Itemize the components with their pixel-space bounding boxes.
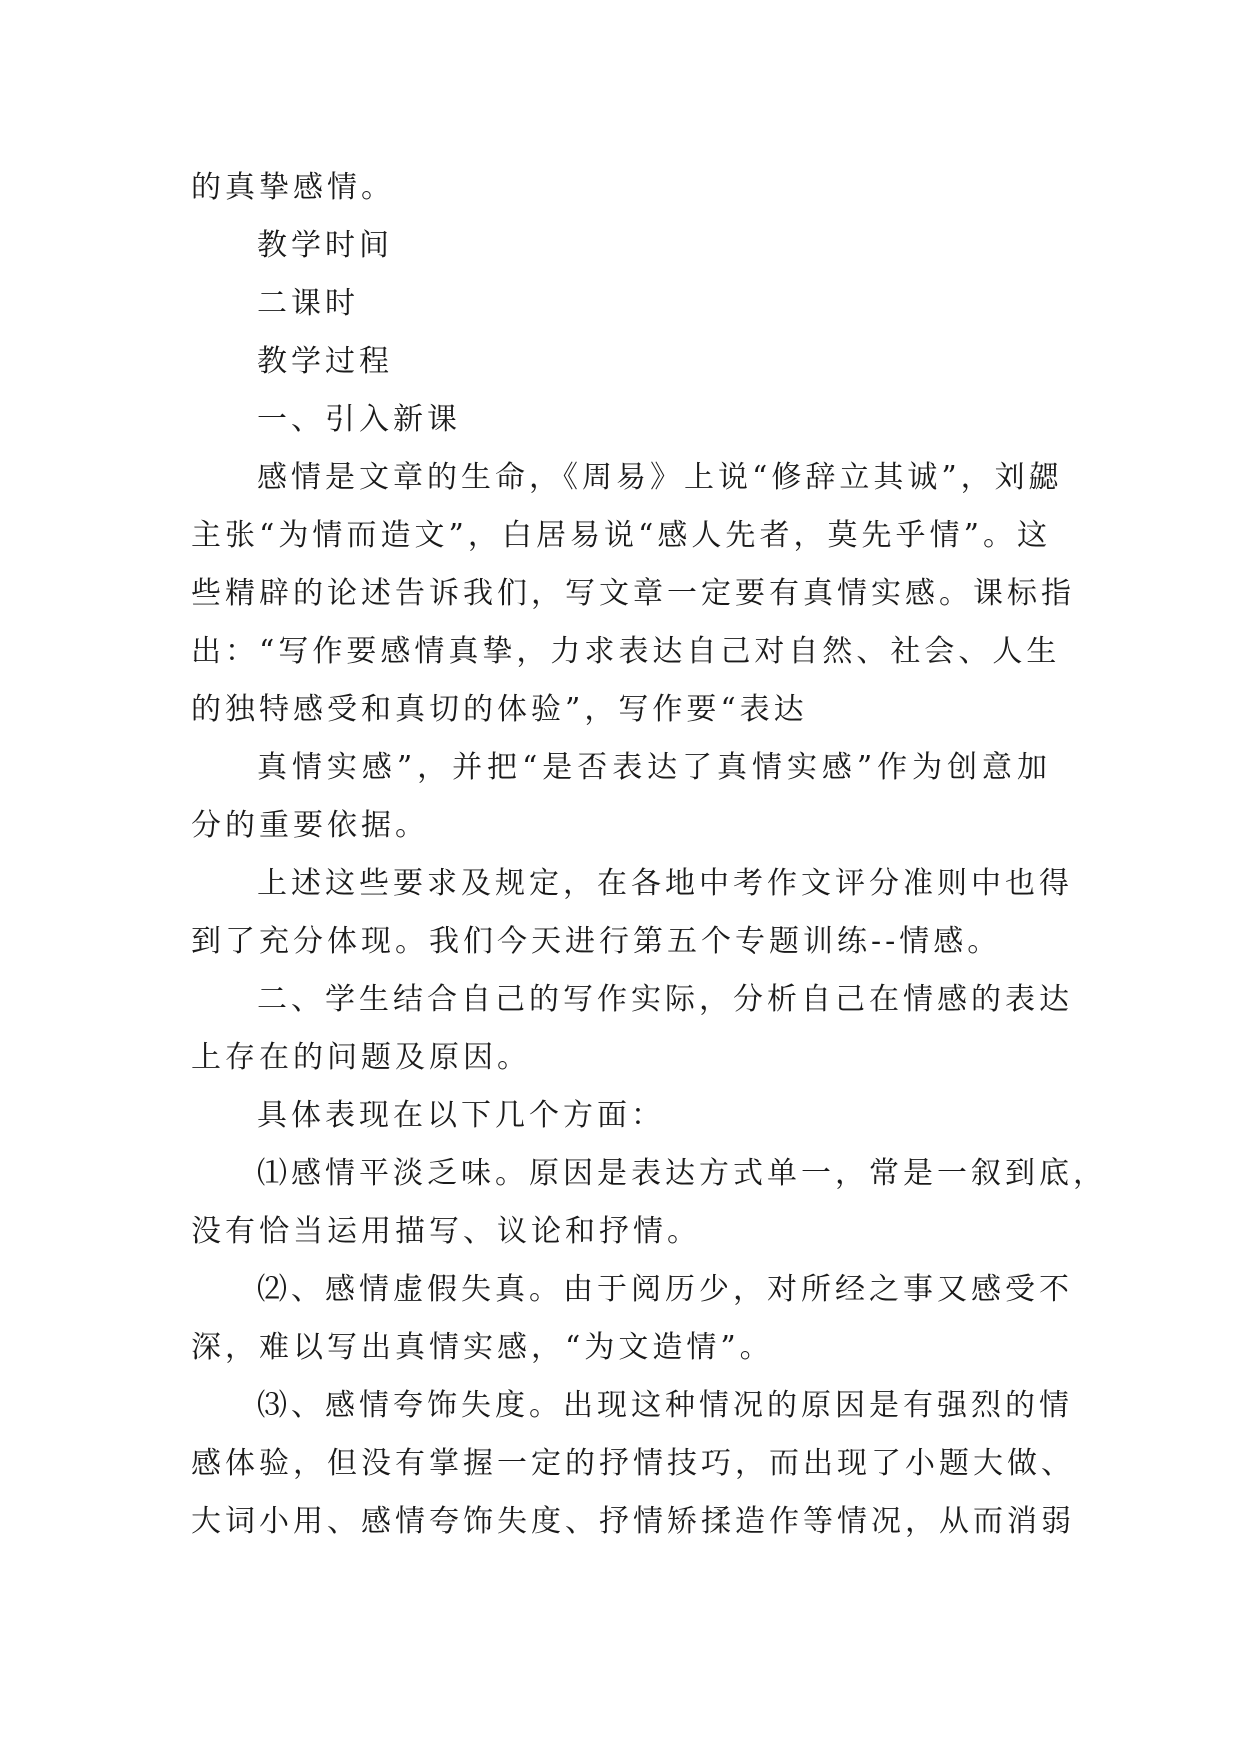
- section-heading: 二、学生结合自己的写作实际，分析自己在情感的表达: [257, 982, 1073, 1017]
- text-line: 没有恰当运用描写、议论和抒情。: [191, 1214, 701, 1249]
- text-line: 分的重要依据。: [191, 808, 429, 843]
- list-item: ⑴感情平淡乏味。原因是表达方式单一，常是一叙到底，: [257, 1156, 1107, 1191]
- text-line: 的真挚感情。: [191, 170, 395, 205]
- document-body: [191, 159, 1107, 1551]
- text-line: 深，难以写出真情实感，“为文造情”。: [191, 1330, 774, 1365]
- text-line: 真情实感”，并把“是否表达了真情实感”作为创意加: [257, 750, 1051, 785]
- text-line: 大词小用、感情夸饰失度、抒情矫揉造作等情况，从而消弱: [191, 1504, 1075, 1539]
- section-heading: 教学时间: [257, 228, 393, 263]
- text-line: 到了充分体现。我们今天进行第五个专题训练--情感。: [191, 924, 1002, 959]
- text-line: 出：“写作要感情真挚，力求表达自己对自然、社会、人生: [191, 634, 1061, 669]
- list-item: ⑶、感情夸饰失度。出现这种情况的原因是有强烈的情: [257, 1388, 1073, 1423]
- text-line: 上述这些要求及规定，在各地中考作文评分准则中也得: [257, 866, 1073, 901]
- text-line: 具体表现在以下几个方面：: [257, 1098, 665, 1133]
- text-line: 上存在的问题及原因。: [191, 1040, 531, 1075]
- text-line: 主张“为情而造文”，白居易说“感人先者，莫先乎情”。这: [191, 518, 1051, 553]
- text-line: 的独特感受和真切的体验”，写作要“表达: [191, 692, 808, 727]
- section-heading: 一、引入新课: [257, 402, 461, 437]
- text-line: 二课时: [257, 286, 359, 321]
- section-heading: 教学过程: [257, 344, 393, 379]
- text-line: 些精辟的论述告诉我们，写文章一定要有真情实感。课标指: [191, 576, 1075, 611]
- text-line: 感情是文章的生命，《周易》上说“修辞立其诚”，刘勰: [257, 460, 1063, 495]
- text-line: 感体验，但没有掌握一定的抒情技巧，而出现了小题大做、: [191, 1446, 1075, 1481]
- list-item: ⑵、感情虚假失真。由于阅历少，对所经之事又感受不: [257, 1272, 1073, 1307]
